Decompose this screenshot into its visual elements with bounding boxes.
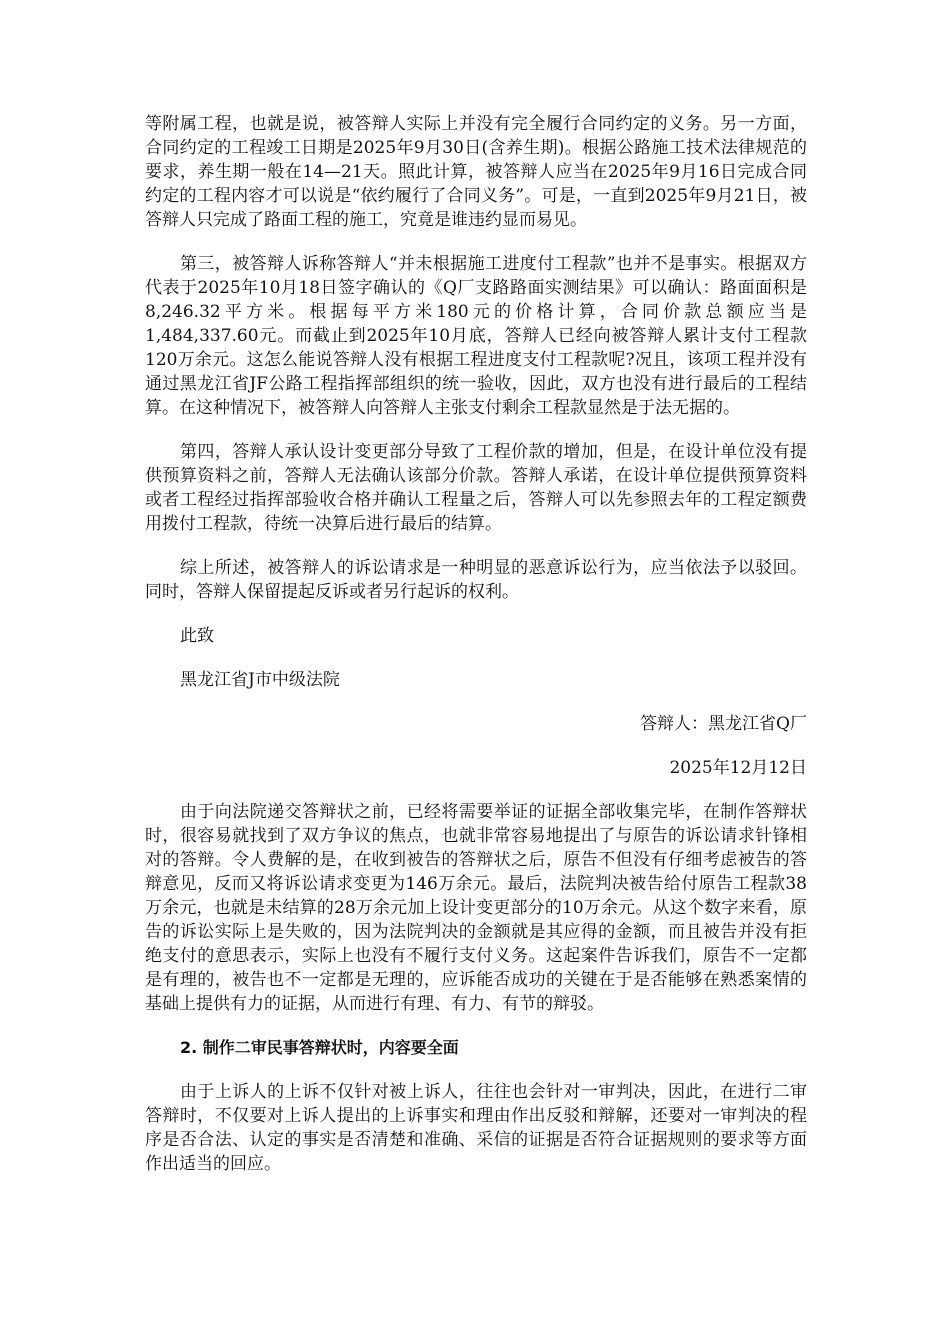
salutation: 此致 bbox=[180, 626, 214, 646]
paragraph-conclusion: 综上所述，被答辩人的诉讼请求是一种明显的恶意诉讼行为，应当依法予以驳回。同时，答辩人保留提起反诉或者另行起诉的权利。 bbox=[145, 558, 807, 602]
signature-line: 答辩人：黑龙江省Q厂 bbox=[640, 714, 807, 734]
paragraph-second-instance: 由于上诉人的上诉不仅针对被上诉人，往往也会针对一审判决，因此，在进行二审答辩时，不仅要对上诉人提出的上诉事实和理由作出反驳和辩解，还要对一审判决的程序是否合法、认定的事实是否清楚和准确、采信的证据是否符合证据规则的要求等方面作出适当的回应。 bbox=[145, 1082, 807, 1174]
paragraph-point-three: 第三，被答辩人诉称答辩人“并未根据施工进度付工程款”也并不是事实。根据双方代表于2025年10月18日签字确认的《Q厂支路路面实测结果》可以确认：路面面积是8,246.32平方米。根据每平方米180元的价格计算，合同价款总额应当是1,484,337.60元。而截止到2025年10月底，答辩人已经向被答辩人累计支付工程款120万余元。这怎么能说答辩人没有根据工程进度支付工程款呢?况且，该项工程并没有通过黑龙江省JF公路工程指挥部组织的统一验收，因此，双方也没有进行最后的工程结算。在这种情况下，被答辩人向答辩人主张支付剩余工程款显然是于法无据的。 bbox=[145, 254, 807, 418]
paragraph-point-four: 第四，答辩人承认设计变更部分导致了工程价款的增加，但是，在设计单位没有提供预算资料之前，答辩人无法确认该部分价款。答辩人承诺，在设计单位提供预算资料或者工程经过指挥部验收合格并确认工程量之后，答辩人可以先参照去年的工程定额费用拨付工程款，待统一决算后进行最后的结算。 bbox=[145, 442, 807, 534]
paragraph-analysis: 由于向法院递交答辩状之前，已经将需要举证的证据全部收集完毕，在制作答辩状时，很容易就找到了双方争议的焦点，也就非常容易地提出了与原告的诉讼请求针锋相对的答辩。令人费解的是，在收到被告的答辩状之后，原告不但没有仔细考虑被告的答辩意见，反而又将诉讼请求变更为146万余元。最后，法院判决被告给付原告工程款38万余元，也就是未结算的28万余元加上设计变更部分的10万余元。从这个数字来看，原告的诉讼实际上是失败的，因为法院判决的金额就是其应得的金额，而且被告并没有拒绝支付的意思表示，实际上也没有不履行支付义务。这起案件告诉我们，原告不一定都是有理的，被告也不一定都是无理的，应诉能否成功的关键在于是否能够在熟悉案情的基础上提供有力的证据，从而进行有理、有力、有节的辩驳。 bbox=[145, 802, 807, 1014]
date-line: 2025年12月12日 bbox=[669, 758, 807, 778]
court-addressee: 黑龙江省J市中级法院 bbox=[180, 670, 340, 690]
document-body bbox=[145, 112, 807, 1176]
paragraph-continuation: 等附属工程，也就是说，被答辩人实际上并没有完全履行合同约定的义务。另一方面，合同约定的工程竣工日期是2025年9月30日(含养生期)。根据公路施工技术法律规范的要求，养生期一般在14—21天。照此计算，被答辩人应当在2025年9月16日完成合同约定的工程内容才可以说是“依约履行了合同义务”。可是，一直到2025年9月21日，被答辩人只完成了路面工程的施工，究竟是谁违约显而易见。 bbox=[145, 114, 807, 230]
section-heading: 2. 制作二审民事答辩状时，内容要全面 bbox=[180, 1038, 459, 1057]
